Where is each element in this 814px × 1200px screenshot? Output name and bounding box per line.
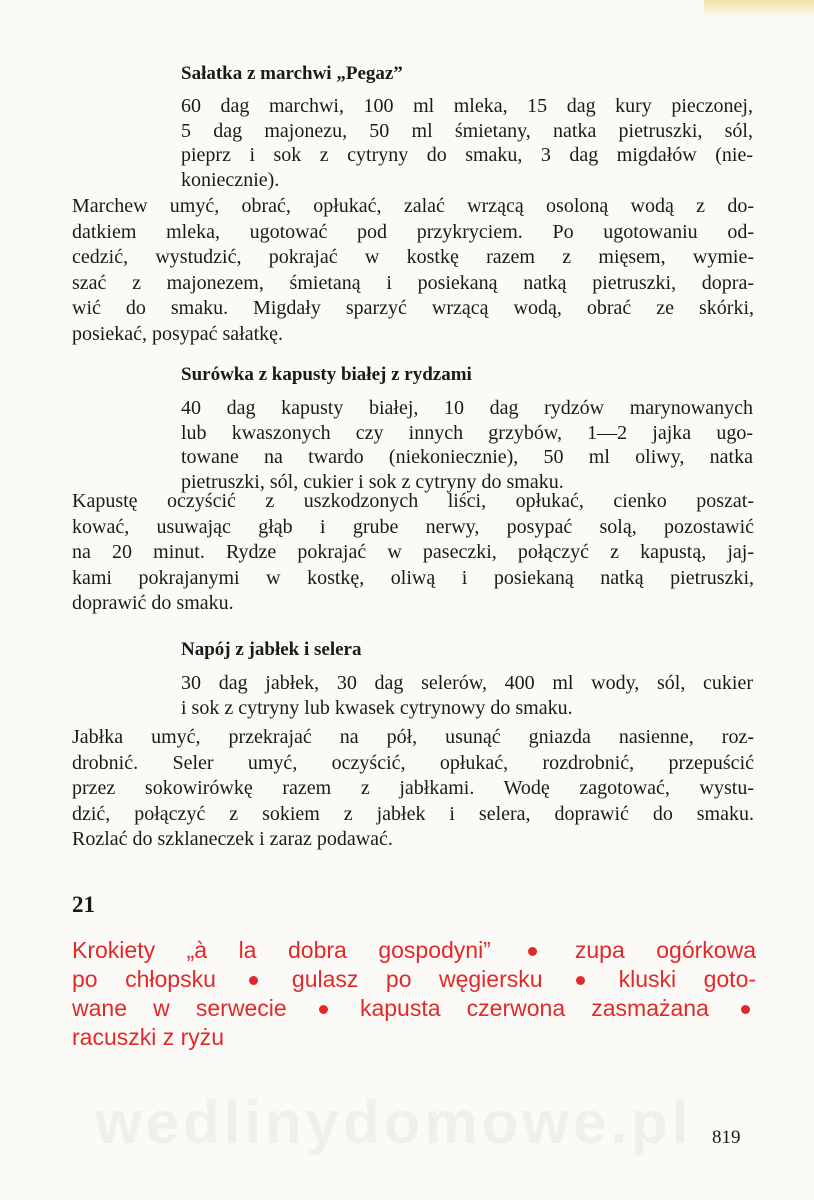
method-line: kować, usuwając głąb i grube nerwy, posypać solą, pozostawić [72,515,754,538]
chapter-number: 21 [72,892,95,917]
recipe-title-2: Surówka z kapusty białej z rydzami [181,364,472,385]
menu-dish: Krokiety „à la dobra gospodyni” [72,937,491,963]
method-line: szać z majonezem, śmietaną i posiekaną natką pietruszki, dopra- [72,271,754,294]
menu-dish: gulasz po węgiersku [291,966,543,992]
method-line: przez sokowirówkę razem z jabłkami. Wodę zagotować, wystu- [72,777,754,799]
ingredient-line: 60 dag marchwi, 100 ml mleka, 15 dag kury pieczonej, [181,95,753,117]
recipe-title-1: Sałatka z marchwi „Pegaz” [181,63,403,84]
ingredient-line: towane na twardo (niekoniecznie), 50 ml oliwy, natka [181,446,753,468]
ingredient-line: koniecznie). [181,168,280,191]
method-line: drobnić. Seler umyć, oczyścić, opłukać, rozdrobnić, przepuścić [72,751,754,774]
bullet-icon [319,1005,328,1014]
method-line: cedzić, wystudzić, pokrajać w kostkę razem z mięsem, wymie- [72,246,754,268]
recipe-ingredients-2 [181,396,753,494]
bullet-icon [741,1005,750,1014]
menu-dish: kapusta czerwona zasmażana [359,995,709,1021]
method-line: kami pokrajanymi w kostkę, oliwą i posiekaną natką pietruszki, [72,566,754,589]
menu-dish: po chłopsku [72,966,216,992]
method-line: Marchew umyć, obrać, opłukać, zalać wrzącą osoloną wodą z do- [72,195,754,217]
method-line: posiekać, posypać sałatkę. [72,322,284,345]
recipe-ingredients-1 [181,94,753,192]
menu-dish: wane w serwecie [72,995,287,1021]
menu-line [72,936,756,965]
recipe-title-3: Napój z jabłek i selera [181,639,362,660]
ingredient-line: i sok z cytryny lub kwasek cytrynowy do smaku. [181,696,573,719]
menu-dish: kluski goto- [618,966,757,992]
ingredient-line: 5 dag majonezu, 50 ml śmietany, natka pietruszki, sól, [181,119,753,142]
menu-line [72,994,756,1023]
watermark: wedlinydomowe.pl [95,1089,693,1156]
ingredient-line: pieprz i sok z cytryny do smaku, 3 dag migdałów (nie- [181,144,753,166]
ingredient-line: 40 dag kapusty białej, 10 dag rydzów marynowanych [181,397,753,419]
method-line: wić do smaku. Migdały sparzyć wrzącą wodą, obrać ze skórki, [72,297,754,319]
chapter-menu [72,936,756,1052]
method-line: Jabłka umyć, przekrajać na pół, usunąć gniazda nasienne, roz- [72,726,754,748]
menu-line [72,1023,756,1052]
method-line: Rozlać do szklaneczek i zaraz podawać. [72,828,393,850]
method-line: na 20 minut. Rydze pokrajać w paseczki, połączyć z kapustą, jaj- [72,541,754,563]
menu-line [72,965,756,994]
page-number: 819 [712,1127,741,1148]
method-line: Kapustę oczyścić z uszkodzonych liści, opłukać, cienko poszat- [72,490,754,512]
ingredient-line: 30 dag jabłek, 30 dag selerów, 400 ml wody, sól, cukier [181,672,753,694]
method-line: dzić, połączyć z sokiem z jabłek i selera, doprawić do smaku. [72,802,754,825]
recipe-method-2 [72,489,754,617]
bullet-icon [249,976,258,985]
method-line: datkiem mleka, ugotować pod przykryciem. Po ugotowaniu od- [72,220,754,243]
bullet-icon [576,976,585,985]
recipe-method-1 [72,194,754,347]
page-corner-tint [704,0,814,18]
recipe-method-3 [72,725,754,853]
ingredient-line: lub kwaszonych czy innych grzybów, 1—2 jajka ugo- [181,421,753,444]
menu-dish: zupa ogórkowa [574,937,756,963]
menu-dish: racuszki z ryżu [72,1024,225,1050]
bullet-icon [528,947,537,956]
method-line: doprawić do smaku. [72,592,234,614]
ingredient-line: pietruszki, sól, cukier i sok z cytryny do smaku. [181,470,564,493]
recipe-ingredients-3 [181,671,753,720]
